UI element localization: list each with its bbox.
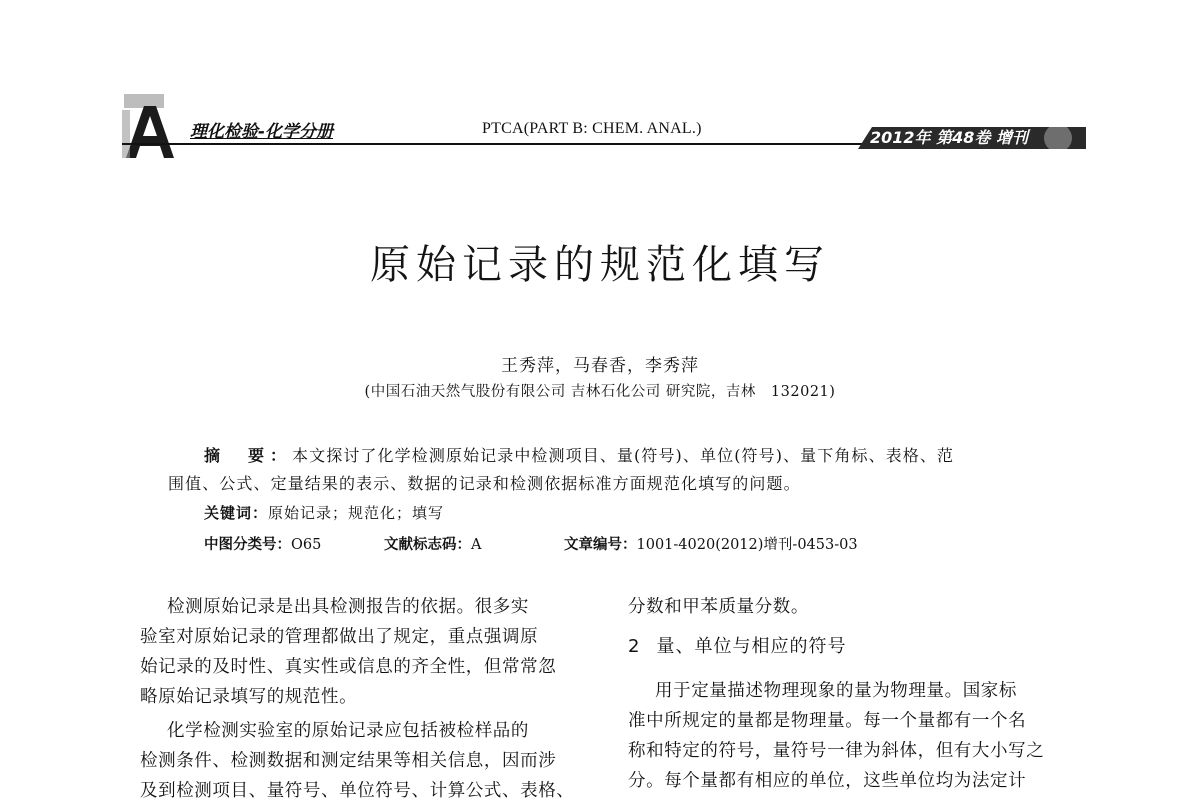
abstract-label: 摘 要： (204, 446, 293, 465)
body-line: 检测条件、检测数据和测定结果等相关信息，因而涉 (140, 751, 557, 771)
body-line: 及到检测项目、量符号、单位符号、计算公式、表格、 (140, 781, 575, 801)
section-number: 2 (628, 636, 641, 657)
section-title: 量、单位与相应的符号 (656, 636, 847, 657)
keywords-value: 原始记录；规范化；填写 (268, 504, 445, 522)
body-line: 准中所规定的量都是物理量。每一个量都有一个名 (628, 711, 1027, 731)
abstract (168, 442, 1056, 498)
journal-logo (122, 92, 182, 162)
doc-code-value: A (471, 537, 482, 553)
body-line: 分数和甲苯质量分数。 (628, 597, 809, 617)
article-no-value: 1001-4020(2012)增刊-0453-03 (636, 537, 858, 553)
abstract-text-1: 本文探讨了化学检测原始记录中检测项目、量(符号)、单位(符号)、量下角标、表格、范 (292, 446, 955, 465)
body-line: 始记录的及时性、真实性或信息的齐全性，但常常忽 (140, 657, 557, 677)
clc-label: 中图分类号： (204, 537, 291, 553)
body-right-column (628, 592, 1090, 796)
affiliation: (中国石油天然气股份有限公司 吉林石化公司 研究院，吉林 132021) (364, 384, 836, 400)
abstract-line-1 (168, 442, 1056, 470)
body-line: 检测原始记录是出具检测报告的依据。很多实 (167, 597, 529, 617)
body-line: 略原始记录填写的规范性。 (140, 687, 358, 707)
authors: 王秀萍，马春香，李秀萍 (501, 356, 699, 376)
body-line: 用于定量描述物理现象的量为物理量。国家标 (655, 681, 1017, 701)
article-no-label: 文章编号： (564, 537, 637, 553)
issue-label: 2012年 第48卷 增刊 (870, 128, 1028, 147)
body-line: 化学检测实验室的原始记录应包括被检样品的 (167, 721, 529, 741)
abstract-text-2: 围值、公式、定量结果的表示、数据的记录和检测依据标准方面规范化填写的问题。 (168, 474, 801, 493)
logo-halftone-band (124, 94, 164, 108)
body-line: 称和特定的符号，量符号一律为斜体，但有大小写之 (628, 741, 1045, 761)
body-left-column (140, 592, 590, 806)
body-line: 验室对原始记录的管理都做出了规定，重点强调原 (140, 627, 539, 647)
journal-name-cn: 理化检验-化学分册 (190, 122, 334, 142)
clc-value: O65 (291, 537, 322, 553)
section-heading (628, 632, 1090, 666)
keywords-label: 关键词： (204, 504, 269, 522)
article-title: 原始记录的规范化填写 (370, 242, 830, 288)
keywords (204, 502, 444, 523)
journal-name-en: PTCA(PART B: CHEM. ANAL.) (482, 120, 702, 137)
body-line: 分。每个量都有相应的单位，这些单位均为法定计 (628, 771, 1027, 791)
doc-code-label: 文献标志码： (384, 537, 471, 553)
